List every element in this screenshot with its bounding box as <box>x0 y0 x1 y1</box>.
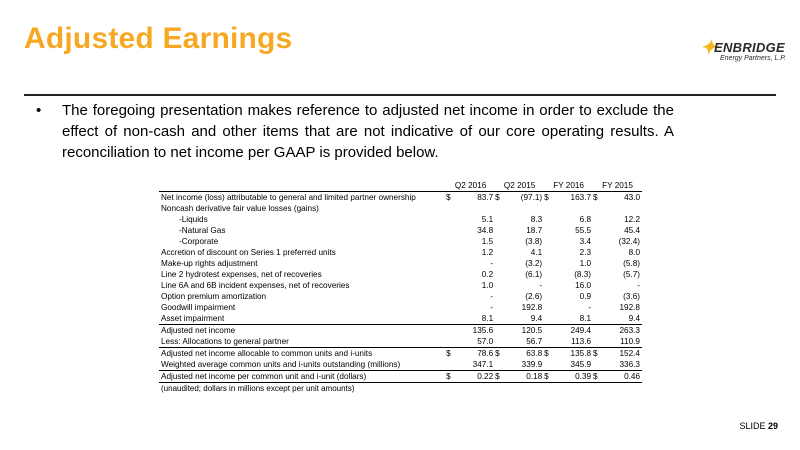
currency-symbol <box>544 291 553 302</box>
currency-symbol <box>593 336 602 348</box>
currency-symbol <box>495 236 504 247</box>
cell-value: 249.4 <box>553 325 593 337</box>
title-divider <box>24 94 776 96</box>
cell-value: 6.8 <box>579 215 592 224</box>
row-label: Adjusted net income per common unit and i-unit (dollars) <box>159 371 446 383</box>
currency-symbol <box>593 302 602 313</box>
cell-value: 57.0 <box>455 336 495 348</box>
cell-value: - <box>637 281 640 290</box>
currency-symbol <box>593 325 602 337</box>
slide-number <box>739 421 778 431</box>
currency-symbol <box>446 214 455 225</box>
row-label: Less: Allocations to general partner <box>159 336 446 348</box>
cell-value: 1.2 <box>481 248 494 257</box>
cell-value: 110.9 <box>602 336 642 348</box>
currency-symbol <box>544 203 553 214</box>
cell-value: - <box>539 281 543 290</box>
table-row <box>159 371 642 383</box>
table-row <box>159 359 642 371</box>
cell-value: 1.5 <box>481 237 494 246</box>
table-row <box>159 225 642 236</box>
currency-symbol: $ <box>495 371 504 383</box>
currency-symbol: $ <box>446 192 455 204</box>
cell-value: (2.6) <box>525 292 543 301</box>
slide-number-value: 29 <box>767 421 778 431</box>
logo-tagline: Energy Partners, L.P. <box>720 55 787 62</box>
cell-value: 336.3 <box>619 360 640 369</box>
currency-symbol: $ <box>446 371 455 383</box>
cell-value: 8.1 <box>455 313 495 325</box>
cell-value: (5.7) <box>623 270 640 279</box>
cell-value: (8.3) <box>574 270 592 279</box>
cell-value: 152.4 <box>602 348 642 360</box>
table-row <box>159 258 642 269</box>
cell-value: 1.0 <box>481 281 494 290</box>
currency-symbol: $ <box>544 192 553 204</box>
currency-symbol <box>446 291 455 302</box>
currency-symbol <box>446 313 455 325</box>
table-row <box>159 214 642 225</box>
currency-symbol <box>495 280 504 291</box>
table-row <box>159 302 642 313</box>
row-label: Adjusted net income allocable to common units and i-units <box>159 348 446 360</box>
currency-symbol <box>544 302 553 313</box>
currency-symbol <box>544 258 553 269</box>
cell-value: 16.0 <box>575 281 592 290</box>
currency-symbol <box>544 336 553 348</box>
table-row <box>159 269 642 280</box>
currency-symbol <box>544 225 553 236</box>
currency-symbol <box>593 225 602 236</box>
table-header-row <box>159 180 642 192</box>
cell-value: 339.9 <box>521 360 543 369</box>
table-row <box>159 192 642 204</box>
cell-value: 8.0 <box>628 248 640 257</box>
currency-symbol <box>495 214 504 225</box>
currency-symbol <box>593 258 602 269</box>
row-label: Asset impairment <box>159 313 446 325</box>
cell-value <box>455 203 495 214</box>
table-footnote: (unaudited; dollars in millions except per unit amounts) <box>161 384 355 393</box>
cell-value: 0.46 <box>602 371 642 383</box>
currency-symbol <box>495 247 504 258</box>
currency-symbol <box>495 225 504 236</box>
cell-value: 345.9 <box>570 360 592 369</box>
cell-value: 9.4 <box>504 313 544 325</box>
cell-value: 135.6 <box>455 325 495 337</box>
row-label: Accretion of discount on Series 1 preferred units <box>161 248 336 257</box>
currency-symbol <box>544 280 553 291</box>
column-header: FY 2015 <box>593 180 642 192</box>
currency-symbol <box>495 203 504 214</box>
table-row <box>159 348 642 360</box>
cell-value: - <box>490 292 494 301</box>
cell-value: 0.22 <box>455 371 495 383</box>
currency-symbol <box>495 291 504 302</box>
table-row <box>159 236 642 247</box>
slide-title: Adjusted Earnings <box>24 22 293 55</box>
cell-value: 113.6 <box>553 336 593 348</box>
currency-symbol: $ <box>593 371 602 383</box>
currency-symbol: $ <box>593 192 602 204</box>
cell-value: 1.0 <box>579 259 592 268</box>
reconciliation-table <box>159 180 642 383</box>
currency-symbol <box>495 302 504 313</box>
table-row <box>159 336 642 348</box>
currency-symbol <box>446 225 455 236</box>
cell-value: (6.1) <box>525 270 543 279</box>
cell-value: 0.18 <box>504 371 544 383</box>
currency-symbol <box>593 359 602 371</box>
column-header: Q2 2015 <box>495 180 544 192</box>
currency-symbol <box>544 313 553 325</box>
row-label: -Natural Gas <box>179 226 226 235</box>
row-label: -Corporate <box>179 237 219 246</box>
currency-symbol <box>593 291 602 302</box>
currency-symbol <box>593 247 602 258</box>
cell-value: 55.5 <box>575 226 592 235</box>
currency-symbol <box>593 236 602 247</box>
row-label: Line 6A and 6B incident expenses, net of recoveries <box>161 281 350 290</box>
cell-value <box>504 203 544 214</box>
cell-value: 56.7 <box>504 336 544 348</box>
column-header: FY 2016 <box>544 180 593 192</box>
row-label: -Liquids <box>179 215 208 224</box>
currency-symbol: $ <box>495 348 504 360</box>
slide-label: SLIDE <box>739 421 766 431</box>
currency-symbol <box>495 336 504 348</box>
currency-symbol <box>593 203 602 214</box>
cell-value: 8.3 <box>530 215 543 224</box>
cell-value: 263.3 <box>602 325 642 337</box>
currency-symbol <box>593 269 602 280</box>
table-row <box>159 203 642 214</box>
cell-value: 347.1 <box>472 360 494 369</box>
cell-value: 34.8 <box>477 226 494 235</box>
logo-mark-icon: ✦ <box>700 37 717 59</box>
cell-value: - <box>588 303 592 312</box>
cell-value: (5.8) <box>623 259 640 268</box>
currency-symbol: $ <box>593 348 602 360</box>
row-label: Noncash derivative fair value losses (gains) <box>161 204 319 213</box>
cell-value: 12.2 <box>624 215 640 224</box>
cell-value: 3.4 <box>579 237 592 246</box>
cell-value: 45.4 <box>624 226 640 235</box>
table-row <box>159 291 642 302</box>
currency-symbol: $ <box>544 371 553 383</box>
currency-symbol <box>593 313 602 325</box>
cell-value: 192.8 <box>619 303 640 312</box>
cell-value: 9.4 <box>602 313 642 325</box>
currency-symbol <box>495 359 504 371</box>
currency-symbol <box>495 313 504 325</box>
cell-value <box>553 203 593 214</box>
cell-value: 43.0 <box>602 192 642 204</box>
currency-symbol <box>593 280 602 291</box>
table-row <box>159 313 642 325</box>
table-row <box>159 325 642 337</box>
cell-value: 0.2 <box>481 270 494 279</box>
cell-value: (3.2) <box>525 259 543 268</box>
currency-symbol <box>446 359 455 371</box>
bullet-paragraph <box>36 100 674 163</box>
currency-symbol <box>544 247 553 258</box>
cell-value: 78.6 <box>455 348 495 360</box>
cell-value: 120.5 <box>504 325 544 337</box>
enbridge-logo <box>700 38 790 68</box>
currency-symbol <box>446 302 455 313</box>
cell-value <box>602 203 642 214</box>
currency-symbol <box>446 269 455 280</box>
row-label: Option premium amortization <box>161 292 267 301</box>
row-label: Goodwill impairment <box>161 303 236 312</box>
currency-symbol <box>446 236 455 247</box>
cell-value: 0.9 <box>579 292 592 301</box>
cell-value: - <box>490 259 494 268</box>
currency-symbol <box>544 236 553 247</box>
cell-value: 0.39 <box>553 371 593 383</box>
currency-symbol: $ <box>544 348 553 360</box>
currency-symbol <box>446 247 455 258</box>
cell-value: 2.3 <box>579 248 592 257</box>
currency-symbol <box>446 280 455 291</box>
cell-value: (97.1) <box>504 192 544 204</box>
bullet-marker: • <box>36 102 42 119</box>
currency-symbol: $ <box>446 348 455 360</box>
currency-symbol <box>495 258 504 269</box>
cell-value: 5.1 <box>481 215 494 224</box>
row-label: Adjusted net income <box>159 325 446 337</box>
currency-symbol <box>593 214 602 225</box>
currency-symbol <box>446 203 455 214</box>
cell-value: 63.8 <box>504 348 544 360</box>
cell-value: 135.8 <box>553 348 593 360</box>
currency-symbol <box>544 214 553 225</box>
cell-value: 4.1 <box>530 248 543 257</box>
cell-value: 18.7 <box>526 226 543 235</box>
row-label: Line 2 hydrotest expenses, net of recoveries <box>161 270 322 279</box>
cell-value: 8.1 <box>553 313 593 325</box>
row-label: Make-up rights adjustment <box>161 259 258 268</box>
currency-symbol <box>495 325 504 337</box>
row-label: Weighted average common units and i-units outstanding (millions) <box>161 360 401 369</box>
cell-value: (32.4) <box>618 237 640 246</box>
cell-value: 83.7 <box>455 192 495 204</box>
currency-symbol <box>446 336 455 348</box>
cell-value: 192.8 <box>521 303 543 312</box>
row-label: Net income (loss) attributable to general and limited partner ownership <box>159 192 446 204</box>
bullet-text: The foregoing presentation makes reference to adjusted net income in order to exclude the effect of non-cash and other items that are not indicative of our core operating results. A reconciliation to net income per GAAP is provided below. <box>62 102 674 161</box>
currency-symbol <box>495 269 504 280</box>
currency-symbol <box>446 258 455 269</box>
currency-symbol: $ <box>495 192 504 204</box>
cell-value: 163.7 <box>553 192 593 204</box>
currency-symbol <box>544 269 553 280</box>
currency-symbol <box>446 325 455 337</box>
cell-value: - <box>490 303 494 312</box>
logo-wordmark: ENBRIDGE <box>714 40 786 55</box>
column-header: Q2 2016 <box>446 180 495 192</box>
table-row <box>159 247 642 258</box>
table-row <box>159 280 642 291</box>
cell-value: (3.6) <box>623 292 640 301</box>
currency-symbol <box>544 325 553 337</box>
currency-symbol <box>544 359 553 371</box>
cell-value: (3.8) <box>525 237 543 246</box>
